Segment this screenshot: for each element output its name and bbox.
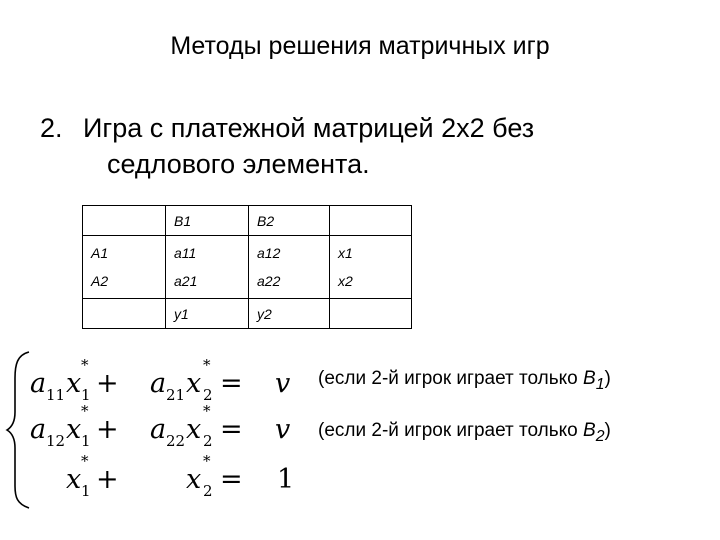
svg-text:1: 1	[277, 464, 295, 495]
svg-text:=: =	[220, 464, 243, 495]
svg-text:a: a	[150, 368, 167, 399]
cell-y1: y1	[166, 299, 249, 329]
svg-text:=: =	[220, 414, 243, 445]
svg-text:a: a	[30, 368, 47, 399]
svg-text:2: 2	[203, 432, 213, 450]
svg-text:*: *	[203, 452, 211, 470]
svg-text:=: =	[220, 368, 243, 399]
svg-text:+: +	[96, 368, 119, 399]
svg-text:22: 22	[166, 432, 186, 450]
svg-text:*: *	[81, 402, 89, 420]
svg-text:*: *	[203, 356, 211, 374]
point-number: 2.	[40, 113, 63, 143]
svg-text:x: x	[66, 368, 82, 399]
svg-text:*: *	[203, 402, 211, 420]
slide-title: Методы решения матричных игр	[170, 32, 550, 60]
svg-text:*: *	[81, 452, 89, 470]
svg-text:a: a	[30, 414, 47, 445]
svg-text:+: +	[96, 414, 119, 445]
svg-text:12: 12	[46, 432, 66, 450]
column-b2-values: a12 a22	[249, 236, 330, 299]
svg-text:x: x	[186, 414, 202, 445]
equation-row-2	[30, 402, 290, 450]
row-labels-a: A1 A2	[83, 236, 166, 299]
equation-note-1: (если 2-й игрок играет только $B_1$)	[318, 368, 611, 393]
column-x-values: x1 x2	[330, 236, 412, 299]
svg-text:2: 2	[203, 386, 213, 404]
column-b1-values: a11 a21	[166, 236, 249, 299]
system-brace-icon	[7, 352, 29, 508]
header-b2: B2	[249, 206, 330, 236]
cell-y2: y2	[249, 299, 330, 329]
svg-text:21: 21	[166, 386, 186, 404]
equation-row-3	[66, 452, 294, 500]
point-line-2: седлового элемента.	[107, 149, 370, 179]
svg-text:v: v	[275, 414, 291, 445]
svg-text:2: 2	[203, 482, 213, 500]
svg-text:v: v	[275, 368, 291, 399]
svg-text:x: x	[186, 368, 202, 399]
svg-text:a: a	[150, 414, 167, 445]
svg-text:*: *	[81, 356, 89, 374]
svg-text:1: 1	[81, 386, 91, 404]
svg-text:11: 11	[46, 386, 66, 404]
point-line-1: Игра с платежной матрицей 2х2 без	[83, 113, 535, 143]
header-b1: B1	[166, 206, 249, 236]
svg-text:1: 1	[81, 432, 91, 450]
svg-text:x: x	[186, 464, 202, 495]
svg-text:+: +	[96, 464, 119, 495]
svg-text:x: x	[66, 414, 82, 445]
equation-row-1	[30, 356, 290, 404]
svg-text:1: 1	[81, 482, 91, 500]
equation-note-2: (если 2-й игрок играет только $B_2$)	[318, 420, 611, 445]
svg-text:x: x	[66, 464, 82, 495]
